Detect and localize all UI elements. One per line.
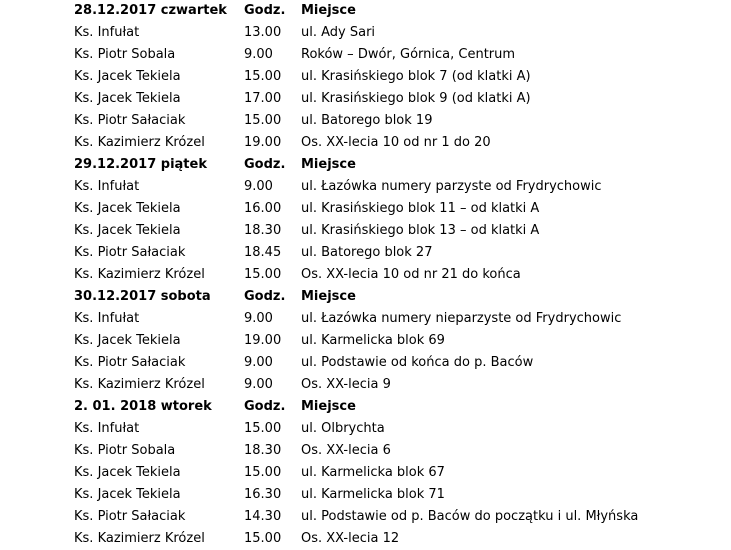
visit-place: Os. XX-lecia 9 xyxy=(301,377,391,392)
time-column-header: Godz. xyxy=(244,157,286,172)
priest-name: Ks. Piotr Sobala xyxy=(74,443,176,458)
visit-place: ul. Batorego blok 19 xyxy=(301,113,433,128)
visit-place: ul. Karmelicka blok 69 xyxy=(301,333,445,348)
day-date: 29.12.2017 piątek xyxy=(74,157,207,172)
visit-place: ul. Olbrychta xyxy=(301,421,385,436)
visit-place: Roków – Dwór, Górnica, Centrum xyxy=(301,47,516,62)
schedule-row xyxy=(0,176,731,198)
schedule-row xyxy=(0,352,731,374)
visit-time: 14.30 xyxy=(244,509,282,524)
priest-name: Ks. Infułat xyxy=(74,25,140,40)
priest-name: Ks. Piotr Sałaciak xyxy=(74,245,186,260)
day-header-row xyxy=(0,154,731,176)
priest-name: Ks. Jacek Tekiela xyxy=(74,333,181,348)
schedule-row xyxy=(0,66,731,88)
visit-time: 19.00 xyxy=(244,135,282,150)
schedule-row xyxy=(0,506,731,528)
schedule-row xyxy=(0,44,731,66)
schedule-row xyxy=(0,88,731,110)
visit-place: Os. XX-lecia 10 od nr 1 do 20 xyxy=(301,135,491,150)
visit-time: 18.30 xyxy=(244,223,282,238)
visit-time: 18.30 xyxy=(244,443,282,458)
visit-place: ul. Karmelicka blok 71 xyxy=(301,487,445,502)
day-date: 30.12.2017 sobota xyxy=(74,289,211,304)
schedule-row xyxy=(0,308,731,330)
visit-time: 17.00 xyxy=(244,91,282,106)
schedule-row xyxy=(0,374,731,396)
schedule-row xyxy=(0,440,731,462)
visit-time: 15.00 xyxy=(244,267,282,282)
visit-time: 9.00 xyxy=(244,47,273,62)
place-column-header: Miejsce xyxy=(301,3,356,18)
schedule-row xyxy=(0,220,731,242)
visit-place: ul. Krasińskiego blok 11 – od klatki A xyxy=(301,201,540,216)
priest-name: Ks. Infułat xyxy=(74,311,140,326)
time-column-header: Godz. xyxy=(244,399,286,414)
visit-place: ul. Krasińskiego blok 13 – od klatki A xyxy=(301,223,540,238)
visit-time: 9.00 xyxy=(244,311,273,326)
visit-time: 16.00 xyxy=(244,201,282,216)
day-header-row xyxy=(0,396,731,418)
visit-time: 16.30 xyxy=(244,487,282,502)
visit-place: ul. Krasińskiego blok 7 (od klatki A) xyxy=(301,69,531,84)
priest-name: Ks. Jacek Tekiela xyxy=(74,465,181,480)
visit-time: 15.00 xyxy=(244,113,282,128)
schedule-row xyxy=(0,198,731,220)
priest-name: Ks. Kazimierz Krózel xyxy=(74,531,205,546)
day-header-row xyxy=(0,0,731,22)
schedule-row xyxy=(0,132,731,154)
visit-time: 18.45 xyxy=(244,245,282,260)
visit-place: ul. Ady Sari xyxy=(301,25,376,40)
visit-time: 15.00 xyxy=(244,465,282,480)
day-date: 28.12.2017 czwartek xyxy=(74,3,227,18)
schedule-row xyxy=(0,528,731,550)
priest-name: Ks. Kazimierz Krózel xyxy=(74,377,205,392)
priest-name: Ks. Kazimierz Krózel xyxy=(74,267,205,282)
visit-place: Os. XX-lecia 10 od nr 21 do końca xyxy=(301,267,521,282)
schedule-row xyxy=(0,484,731,506)
visit-place: Os. XX-lecia 12 xyxy=(301,531,400,546)
day-date: 2. 01. 2018 wtorek xyxy=(74,399,212,414)
visit-time: 15.00 xyxy=(244,421,282,436)
visit-time: 9.00 xyxy=(244,355,273,370)
schedule-row xyxy=(0,418,731,440)
priest-name: Ks. Infułat xyxy=(74,179,140,194)
priest-name: Ks. Piotr Sobala xyxy=(74,47,176,62)
visit-time: 9.00 xyxy=(244,377,273,392)
schedule-row xyxy=(0,110,731,132)
schedule-row xyxy=(0,264,731,286)
visit-place: ul. Krasińskiego blok 9 (od klatki A) xyxy=(301,91,531,106)
place-column-header: Miejsce xyxy=(301,399,356,414)
visit-time: 15.00 xyxy=(244,531,282,546)
priest-name: Ks. Jacek Tekiela xyxy=(74,201,181,216)
priest-name: Ks. Piotr Sałaciak xyxy=(74,355,186,370)
visit-place: ul. Karmelicka blok 67 xyxy=(301,465,445,480)
priest-name: Ks. Jacek Tekiela xyxy=(74,69,181,84)
visit-place: ul. Łazówka numery parzyste od Frydrychowic xyxy=(301,179,602,194)
place-column-header: Miejsce xyxy=(301,289,356,304)
visit-time: 15.00 xyxy=(244,69,282,84)
time-column-header: Godz. xyxy=(244,289,286,304)
time-column-header: Godz. xyxy=(244,3,286,18)
priest-name: Ks. Jacek Tekiela xyxy=(74,91,181,106)
priest-name: Ks. Piotr Sałaciak xyxy=(74,509,186,524)
day-header-row xyxy=(0,286,731,308)
schedule-row xyxy=(0,242,731,264)
visit-place: ul. Podstawie od p. Baców do początku i ul. Młyńska xyxy=(301,509,639,524)
visit-place: Os. XX-lecia 6 xyxy=(301,443,391,458)
priest-name: Ks. Piotr Sałaciak xyxy=(74,113,186,128)
visit-place: ul. Podstawie od końca do p. Baców xyxy=(301,355,534,370)
priest-name: Ks. Jacek Tekiela xyxy=(74,223,181,238)
visit-time: 19.00 xyxy=(244,333,282,348)
visit-place: ul. Łazówka numery nieparzyste od Frydrychowic xyxy=(301,311,622,326)
place-column-header: Miejsce xyxy=(301,157,356,172)
schedule-row xyxy=(0,462,731,484)
priest-name: Ks. Kazimierz Krózel xyxy=(74,135,205,150)
visit-time: 9.00 xyxy=(244,179,273,194)
schedule-row xyxy=(0,22,731,44)
priest-name: Ks. Infułat xyxy=(74,421,140,436)
visit-time: 13.00 xyxy=(244,25,282,40)
priest-name: Ks. Jacek Tekiela xyxy=(74,487,181,502)
schedule-row xyxy=(0,330,731,352)
visit-place: ul. Batorego blok 27 xyxy=(301,245,433,260)
